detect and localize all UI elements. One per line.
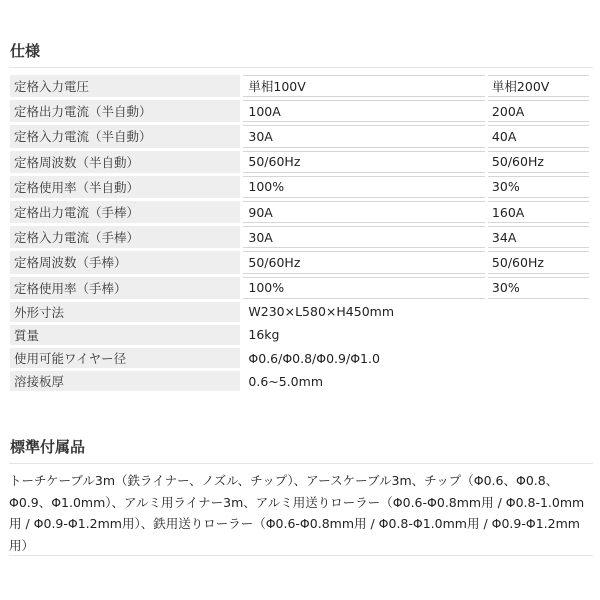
spec-label: 定格使用率（手棒） [10, 277, 240, 299]
accessories-heading-divider [9, 463, 593, 464]
spec-value: 30A [243, 125, 485, 147]
spec-value: Φ0.6/Φ0.8/Φ0.9/Φ1.0 [243, 348, 589, 368]
spec-value: 50/60Hz [488, 251, 589, 273]
spec-label: 定格入力電流（半自動） [10, 125, 240, 147]
spec-row [10, 325, 589, 345]
spec-row [10, 100, 589, 122]
spec-value: 90A [243, 201, 485, 223]
spec-row [10, 226, 589, 248]
accessories-heading: 標準付属品 [10, 438, 86, 456]
spec-label: 定格周波数（半自動） [10, 151, 240, 173]
spec-value: 200A [488, 100, 589, 122]
spec-heading-divider [9, 67, 593, 68]
spec-table [7, 72, 592, 394]
spec-value: 100% [243, 176, 485, 198]
spec-value: 単相100V [243, 75, 485, 97]
spec-label: 質量 [10, 325, 240, 345]
spec-value: 100% [243, 277, 485, 299]
spec-label: 溶接板厚 [10, 371, 240, 391]
spec-row [10, 75, 589, 97]
spec-row [10, 201, 589, 223]
spec-row [10, 277, 589, 299]
accessories-text: トーチケーブル3m（鉄ライナー、ノズル、チップ）、アースケーブル3m、チップ（Φ0.6、Φ0.8、Φ0.9、Φ1.0mm）、アルミ用ライナー3m、アルミ用送りローラー（Φ0.6-Φ0.8mm用 / Φ0.8-1.0mm用 / Φ0.9-Φ1.2mm用）、鉄用送りローラー（Φ0.6-Φ0.8mm用 / Φ0.8-Φ1.0mm用 / Φ0.9-Φ1.2mm用） [9, 473, 585, 553]
spec-value: 単相200V [488, 75, 589, 97]
spec-value: 34A [488, 226, 589, 248]
spec-value: 30% [488, 176, 589, 198]
spec-row [10, 302, 589, 322]
spec-row [10, 371, 589, 391]
spec-value: 16kg [243, 325, 589, 345]
spec-label: 定格入力電圧 [10, 75, 240, 97]
accessories-bottom-divider [9, 555, 593, 556]
spec-value: 40A [488, 125, 589, 147]
spec-value: 50/60Hz [488, 151, 589, 173]
spec-label: 外形寸法 [10, 302, 240, 322]
spec-label: 使用可能ワイヤー径 [10, 348, 240, 368]
spec-value: 100A [243, 100, 485, 122]
spec-row [10, 251, 589, 273]
spec-table-body [10, 75, 589, 391]
spec-value: 0.6~5.0mm [243, 371, 589, 391]
spec-heading: 仕様 [10, 42, 41, 60]
spec-label: 定格使用率（半自動） [10, 176, 240, 198]
spec-label: 定格入力電流（手棒） [10, 226, 240, 248]
spec-label: 定格周波数（手棒） [10, 251, 240, 273]
spec-value: 30% [488, 277, 589, 299]
spec-row [10, 176, 589, 198]
spec-value: W230×L580×H450mm [243, 302, 589, 322]
spec-value: 30A [243, 226, 485, 248]
spec-value: 50/60Hz [243, 151, 485, 173]
spec-value: 50/60Hz [243, 251, 485, 273]
spec-value: 160A [488, 201, 589, 223]
spec-label: 定格出力電流（手棒） [10, 201, 240, 223]
spec-row [10, 348, 589, 368]
spec-row [10, 151, 589, 173]
spec-label: 定格出力電流（半自動） [10, 100, 240, 122]
spec-row [10, 125, 589, 147]
